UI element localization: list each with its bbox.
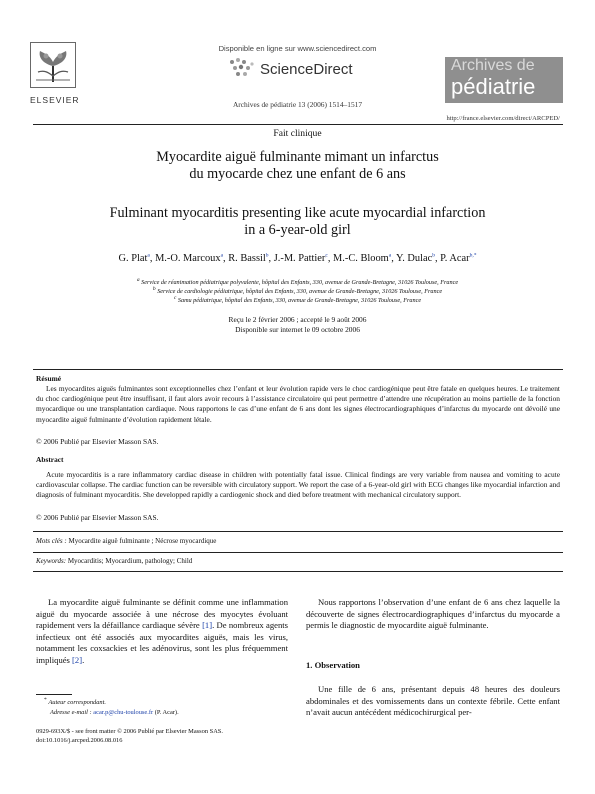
elsevier-wordmark: ELSEVIER: [30, 95, 80, 105]
affiliation-text: Service de cardiologie pédiatrique, hôpital des Enfants, 330, avenue de Grande-Bretagne, 31026 Toulouse, France: [155, 287, 443, 295]
footnote-corresponding: [44, 696, 106, 707]
author-list: G. Plat$^a$, M.-O. Marcoux$^a$, R. Bassil$^b$, J.-M. Pattier$^c$, M.-C. Bloom$^a$, Y. Dulac$^b$, P. Acar$^{b,*}$: [118, 252, 477, 264]
author-name: M.-C. Bloom$^a$: [333, 252, 392, 264]
keywords-fr: [36, 537, 216, 546]
ref-link-2[interactable]: [2]: [72, 654, 83, 665]
section-heading: 1. Observation: [306, 660, 360, 670]
abstract-text: Acute myocarditis is a rare inflammatory cardiac disease in children with potentially fatal issue. Clinical findings are very variable from nausea and vomiting to acute cardiovascular collapse. The cardiac function can be reversible with circulatory support. We report the case of a 6-year-old girl with ECG changes like myocardial infarction and diagnosis of fulminant myocarditis. She developped rapidly a cardiogenic shock and died before treatment with mechanical circulatory support.: [36, 470, 560, 500]
online-date: Disponible sur internet le 09 octobre 2006: [235, 324, 360, 334]
keywords-en-label: Keywords:: [36, 557, 67, 565]
author-name: R. Bassil$^b$: [228, 252, 269, 264]
author-name: Y. Dulac$^b$: [396, 252, 435, 264]
abstract-top-rule: [33, 369, 563, 370]
ref-link-1[interactable]: [1]: [202, 620, 213, 631]
elsevier-tree-icon: [30, 42, 76, 88]
doi-line[interactable]: doi:10.1016/j.arcped.2006.08.016: [36, 737, 123, 744]
sciencedirect-dots-icon: [228, 56, 256, 80]
body-right-p2: Une fille de 6 ans, présentant depuis 48 heures des douleurs abdominales et des vomissements dans un contexte fébrile. Cette enfant n’avait aucun antécédent médicochirurgical per-: [306, 684, 560, 718]
received-date: Reçu le 2 février 2006 ; accepté le 9 août 2006: [228, 315, 367, 324]
affiliation-line: [0, 285, 595, 297]
body-left-mid: . De nombreux agents infectieux ont été associés aux myocardites aiguës, mais les virus, notamment les coxsackies et les adénovirus, sont les plus fréquemment impliqués: [36, 620, 288, 665]
author-name: J.-M. Pattier$^c$: [273, 252, 328, 264]
footnote-rule: [36, 694, 72, 695]
keywords-rule-2: [33, 552, 563, 553]
author-affiliation-mark[interactable]: a: [147, 252, 150, 259]
author-affiliation-mark[interactable]: b,: [469, 252, 474, 259]
elsevier-logo: [30, 42, 80, 105]
author-name: P. Acar$^{b,*}$: [440, 252, 477, 264]
affiliation-text: Samu pédiatrique, hôpital des Enfants, 330, avenue de Grande-Bretagne, 31026 Toulouse, France: [176, 296, 422, 304]
affiliation-mark: b: [152, 285, 156, 292]
footnote-star: *: [44, 696, 47, 703]
abstract-heading: Abstract: [36, 455, 64, 464]
affiliation-mark: a: [136, 276, 140, 283]
title-en: [0, 205, 595, 239]
body-right-p1: Nous rapportons l’observation d’une enfant de 6 ans chez laquelle la découverte de signes électrocardiographiques d’infarctus du myocarde a permis le diagnostic de myocardite aiguë fulminante.: [306, 597, 560, 631]
keywords-rule-3: [33, 571, 563, 572]
title-en-line1: Fulminant myocarditis presenting like acute myocardial infarction: [109, 205, 486, 221]
title-en-line2: in a 6-year-old girl: [244, 222, 351, 238]
email-label: Adresse e-mail :: [50, 709, 92, 716]
resume-text: Les myocardites aiguës fulminantes sont exceptionnelles chez l’enfant et leur évolution rapide vers le choc cardiogénique peut être fatale en quelques heures. Le traitement du choc cardiogénique peut être insuffisant, il faut alors avoir recours à l’assistance circulatoire qui peut permettre d’attendre une récupération au moins partielle de la fonction myocardique ou une transplantation cardiaque. Nous rapportons le cas d’une enfant de 6 ans dont les signes électrocardiographiques d’infarctus du myocarde ont dévoilé une myocardite aiguë fulminante d’évolution rapidement létale.: [36, 384, 560, 424]
body-left-pre: La myocardite aiguë fulminante se définit comme une inflammation aiguë du myocarde associée à une nécrose des myocytes évoluant rapidement vers la défaillance cardiaque sévère: [36, 597, 288, 631]
issn-line: 0929-693X/$ - see front matter © 2006 Publié par Elsevier Masson SAS.: [36, 728, 223, 735]
keywords-en: [36, 557, 192, 566]
keywords-rule-1: [33, 531, 563, 532]
author-affiliation-mark[interactable]: a: [220, 252, 224, 259]
journal-logo-line2: pédiatrie: [451, 74, 536, 99]
journal-logo-line1: Archives de: [451, 57, 535, 74]
citation: Archives de pédiatrie 13 (2006) 1514–1517: [232, 100, 363, 109]
email-suffix: (P. Acar).: [154, 709, 179, 716]
sciencedirect-wordmark: ScienceDirect: [260, 61, 353, 78]
header-rule: [33, 124, 563, 125]
title-fr-line1: Myocardite aiguë fulminante mimant un infarctus: [156, 149, 439, 165]
affiliation-text: Service de réanimation pédiatrique polyvalente, hôpital des Enfants, 330, avenue de Grande-Bretagne, 31026 Toulouse, France: [139, 279, 459, 286]
author-affiliation-mark[interactable]: c: [325, 252, 328, 259]
journal-logo: [445, 57, 563, 103]
abstract-copyright: © 2006 Publié par Elsevier Masson SAS.: [36, 513, 159, 522]
title-fr: [0, 149, 595, 183]
affiliation-line: [0, 294, 595, 306]
keywords-en-text: Myocarditis; Myocardium, pathology; Child: [67, 557, 193, 565]
body-left-end: .: [82, 654, 85, 665]
dates: [0, 315, 595, 334]
journal-url[interactable]: http://france.elsevier.com/direct/ARCPED/: [446, 115, 560, 122]
author-affiliation-mark[interactable]: b: [432, 252, 435, 259]
footnote-corresponding-text: Auteur correspondant.: [48, 699, 106, 706]
title-fr-line2: du myocarde chez une enfant de 6 ans: [189, 166, 406, 182]
email-link[interactable]: acar.p@chu-toulouse.fr: [93, 709, 154, 716]
affiliations: [0, 276, 595, 305]
body-left-paragraph: [36, 597, 288, 667]
author-name: M.-O. Marcoux$^a$: [155, 252, 224, 264]
resume-heading: Résumé: [36, 374, 62, 383]
author-affiliation-mark[interactable]: a: [388, 252, 392, 259]
resume-copyright: © 2006 Publié par Elsevier Masson SAS.: [36, 437, 159, 446]
affiliation-line: [0, 276, 595, 288]
author-name: G. Plat$^a$: [118, 252, 150, 264]
corresponding-star[interactable]: *: [473, 252, 477, 259]
available-online: Disponible en ligne sur www.sciencedirect.com: [218, 44, 377, 53]
keywords-fr-label: Mots clés :: [36, 537, 67, 545]
affiliation-mark: c: [173, 294, 177, 301]
keywords-fr-text: Myocardite aiguë fulminante ; Nécrose myocardique: [68, 537, 217, 545]
sciencedirect-logo: [228, 56, 378, 82]
article-type: Fait clinique: [273, 128, 322, 139]
author-affiliation-mark[interactable]: b: [265, 252, 269, 259]
footnote-email: [50, 709, 179, 717]
